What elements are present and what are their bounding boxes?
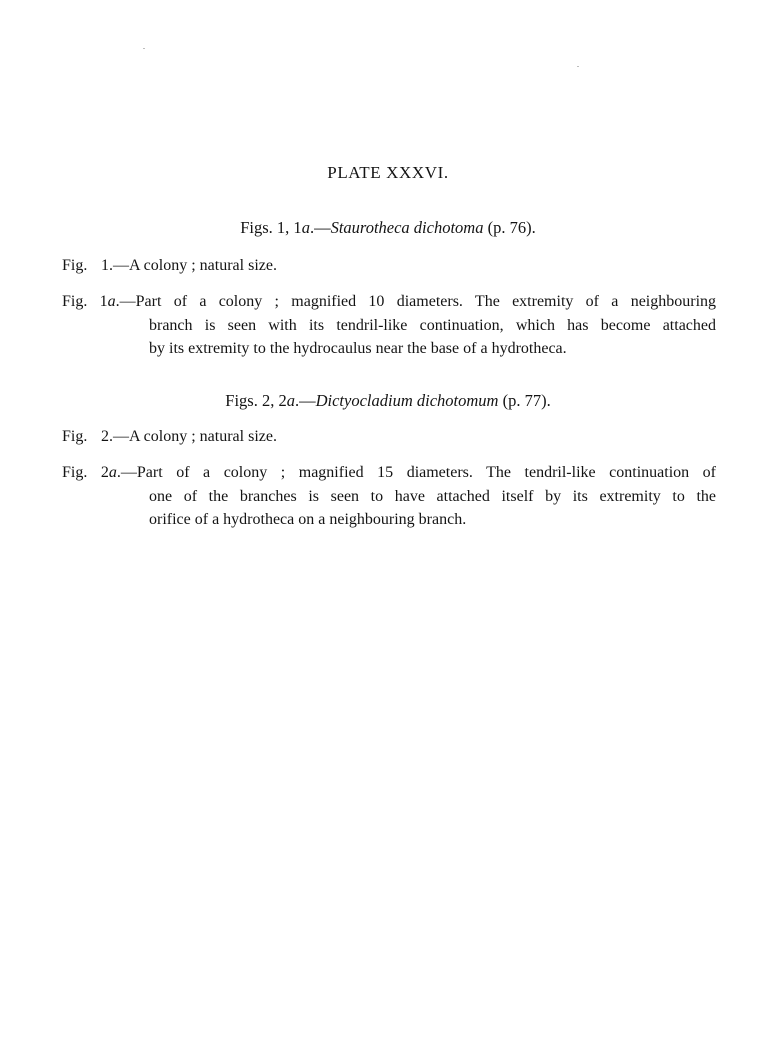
heading-page-ref: (p. 77). — [498, 391, 551, 410]
fig-label: Fig. — [62, 428, 88, 445]
fig-label: Fig. — [62, 257, 88, 274]
heading-dash: .— — [309, 218, 331, 237]
heading-letter: a — [286, 391, 295, 410]
heading-page-ref: (p. 76). — [483, 218, 536, 237]
figure-caption-1a — [62, 290, 716, 314]
fig-text-line: .—Part of a colony ; magnified 10 diameters. The extremity of a neighbouring — [115, 293, 717, 310]
section-heading-1 — [0, 218, 776, 238]
paper-speck — [143, 48, 145, 49]
fig-text-line: orifice of a hydrotheca on a neighbouring branch. — [149, 511, 467, 528]
figure-caption-2a-continuation — [149, 485, 716, 532]
paper-speck — [577, 66, 579, 67]
fig-text: .—A colony ; natural size. — [109, 428, 277, 445]
figure-caption-1 — [62, 254, 716, 278]
species-name: Staurotheca dichotoma — [330, 218, 484, 237]
heading-dash: .— — [294, 391, 316, 410]
fig-text-line: .—Part of a colony ; magnified 15 diameters. The tendril-like continuation of — [116, 464, 717, 481]
section-heading-2 — [0, 391, 776, 411]
fig-text-line: branch is seen with its tendril-like continuation, which has become attached — [149, 316, 716, 334]
heading-prefix: Figs. 1, 1 — [240, 218, 302, 237]
fig-number: 1a — [99, 293, 116, 310]
plate-title: PLATE XXXVI. — [327, 163, 449, 182]
fig-text-line: one of the branches is seen to have attached itself by its extremity to the — [149, 487, 716, 505]
fig-number: 2 — [101, 428, 109, 445]
figure-caption-1a-continuation — [149, 314, 716, 361]
heading-prefix: Figs. 2, 2 — [225, 391, 287, 410]
fig-label: Fig. — [62, 464, 88, 481]
heading-letter: a — [301, 218, 310, 237]
species-name: Dictyocladium dichotomum — [315, 391, 499, 410]
fig-number: 1 — [101, 257, 109, 274]
fig-number: 2a — [100, 464, 117, 481]
fig-label: Fig. — [62, 293, 88, 310]
figure-caption-2 — [62, 425, 716, 449]
fig-text: .—A colony ; natural size. — [109, 257, 277, 274]
fig-text-line: by its extremity to the hydrocaulus near the base of a hydrotheca. — [149, 340, 567, 357]
figure-caption-2a — [62, 461, 716, 485]
